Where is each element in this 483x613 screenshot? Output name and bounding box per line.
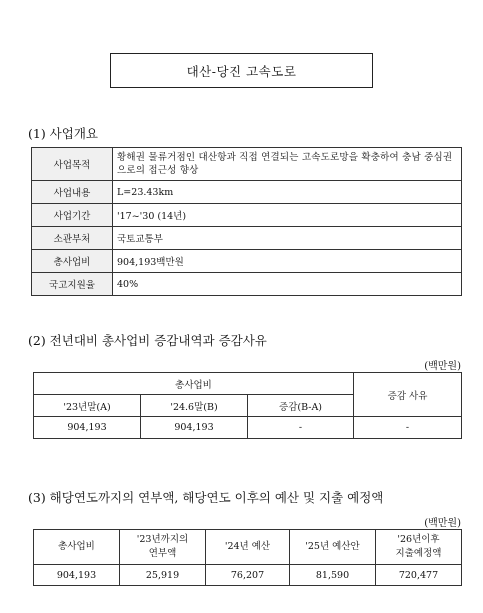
table-row [32, 148, 462, 181]
reason-header: 증감 사유 [354, 373, 462, 417]
col-header [206, 530, 290, 565]
row-value: 국토교통부 [113, 227, 462, 250]
col-header-line: 지출예정액 [395, 548, 442, 559]
col-header [120, 530, 206, 565]
cell: 904,193 [141, 417, 248, 439]
col-header-line: '25년 예산안 [305, 541, 360, 552]
section2-heading: (2) 전년대비 총사업비 증감내역과 증감사유 [28, 333, 267, 348]
row-value: L=23.43km [113, 181, 462, 204]
row-value: 40% [113, 273, 462, 296]
section3-unit: (백만원) [424, 518, 461, 529]
cell: 81,590 [290, 565, 376, 586]
col-header-line: 총사업비 [58, 541, 95, 552]
row-value: '17~'30 (14년) [113, 204, 462, 227]
table-row [34, 417, 462, 439]
row-key: 총사업비 [32, 250, 113, 273]
section2-unit: (백만원) [424, 361, 461, 372]
row-key: 사업기간 [32, 204, 113, 227]
document-title: 대산-당진 고속도로 [110, 53, 373, 88]
section3-heading: (3) 해당연도까지의 연부액, 해당연도 이후의 예산 및 지출 예정액 [28, 490, 384, 505]
budget-table [33, 529, 462, 586]
table-row [32, 273, 462, 296]
col-header: '23년말(A) [34, 395, 141, 417]
row-value: 황해권 물류거점인 대산항과 직접 연결되는 고속도로망을 확충하여 충남 중심권으로의 접근성 향상 [113, 148, 462, 181]
cell: - [248, 417, 354, 439]
group-header: 총사업비 [34, 373, 354, 395]
cost-change-table [33, 372, 462, 439]
row-key: 국고지원율 [32, 273, 113, 296]
cell: 904,193 [34, 417, 141, 439]
table-row [34, 373, 462, 395]
col-header [376, 530, 462, 565]
cell: 76,207 [206, 565, 290, 586]
row-key: 사업내용 [32, 181, 113, 204]
table-row [34, 565, 462, 586]
cell: 904,193 [34, 565, 120, 586]
col-header-line: 연부액 [148, 548, 177, 559]
col-header-line: '26년이후 [397, 534, 440, 545]
col-header-line: '24년 예산 [224, 541, 271, 552]
col-header [290, 530, 376, 565]
table-row [32, 250, 462, 273]
col-header-line: '23년까지의 [136, 534, 189, 545]
col-header [34, 530, 120, 565]
col-header: '24.6말(B) [141, 395, 248, 417]
section1-heading: (1) 사업개요 [28, 126, 98, 141]
row-key: 사업목적 [32, 148, 113, 181]
cell: 25,919 [120, 565, 206, 586]
table-row [34, 530, 462, 565]
cell: - [354, 417, 462, 439]
col-header: 증감(B-A) [248, 395, 354, 417]
overview-table [31, 147, 462, 296]
row-value: 904,193백만원 [113, 250, 462, 273]
table-row [32, 181, 462, 204]
table-row [32, 227, 462, 250]
table-row [32, 204, 462, 227]
cell: 720,477 [376, 565, 462, 586]
row-key: 소관부처 [32, 227, 113, 250]
